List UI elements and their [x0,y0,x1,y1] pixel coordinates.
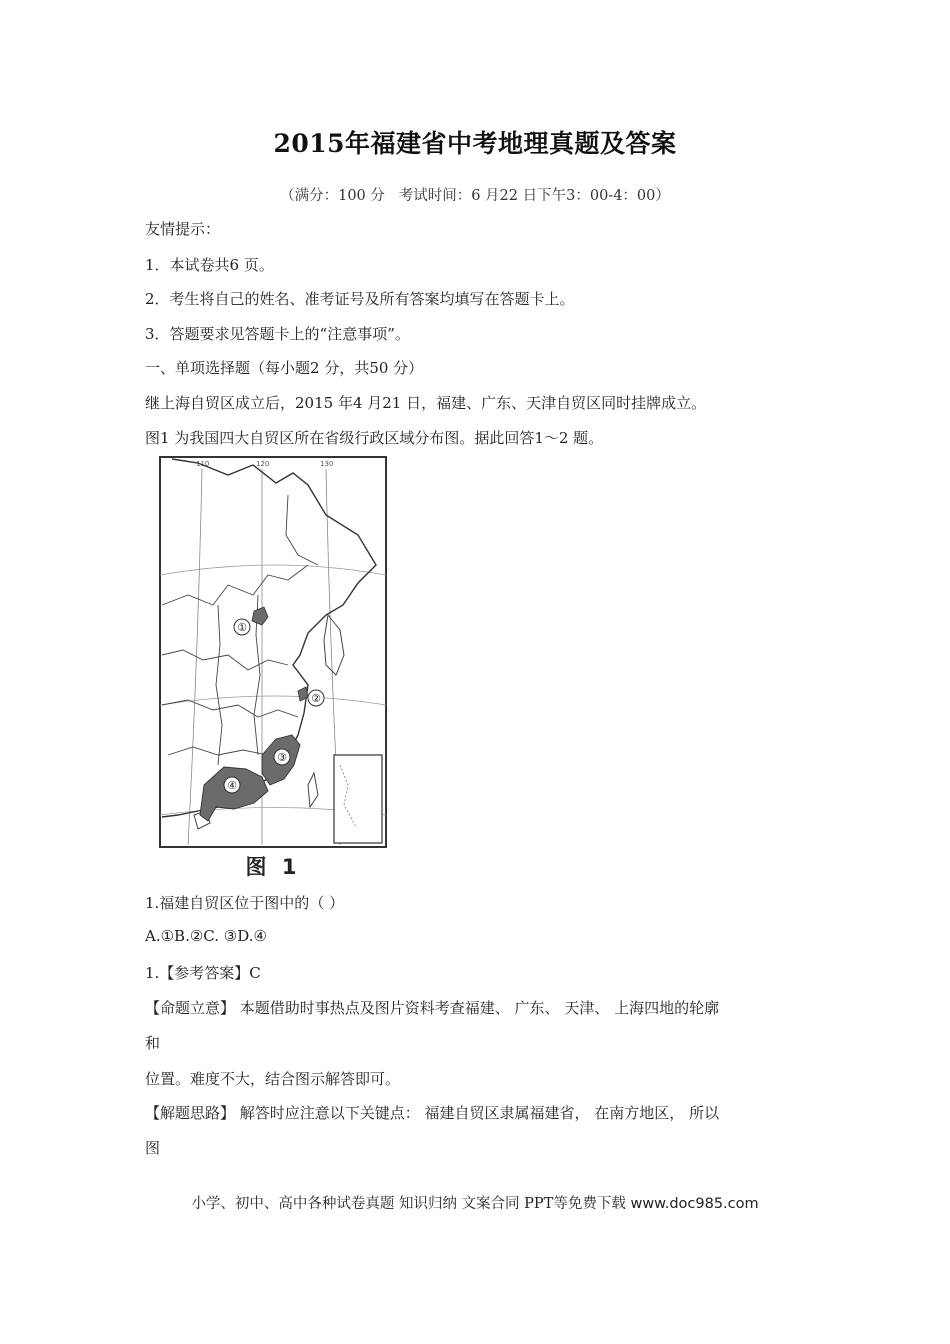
longitude-label: 120 [256,460,270,468]
figure-1-map [158,455,390,850]
marker-3: ③ [277,751,287,764]
longitude-label: 110 [196,460,210,468]
tip-2: 2．考生将自己的姓名、准考证号及所有答案均填写在答题卡上。 [145,290,575,308]
intro-paragraph-2: 图1 为我国四大自贸区所在省级行政区域分布图。据此回答1～2 题。 [145,429,604,447]
intro-paragraph-1: 继上海自贸区成立后，2015 年4 月21 日，福建、广东、天津自贸区同时挂牌成立。 [145,394,707,412]
intent-line-1: 【命题立意】 本题借助时事热点及图片资料考查福建、 广东、 天津、 上海四地的轮廓 [145,999,720,1017]
page-footer [0,1192,950,1213]
tips-heading: 友情提示： [145,220,221,238]
question-1-options: A.①B.②C. ③D.④ [145,927,267,945]
marker-1: ① [237,621,247,634]
question-1-answer: 1.【参考答案】C [145,964,261,982]
idea-line-1: 【解题思路】 解答时应注意以下关键点： 福建自贸区隶属福建省， 在南方地区， 所以 [145,1104,720,1122]
figure-caption: 图 1 [245,855,301,879]
marker-2: ② [311,692,321,705]
page-title: 2015年福建省中考地理真题及答案 [273,129,677,158]
footer-text: 小学、初中、高中各种试卷真题 知识归纳 文案合同 PPT等免费下载 [191,1196,626,1212]
question-1-stem: 1.福建自贸区位于图中的（ ） [145,894,345,912]
intent-line-2: 和 [145,1034,161,1052]
marker-4: ④ [227,779,237,792]
section-heading: 一、单项选择题（每小题2 分，共50 分） [145,359,424,377]
intent-line-3: 位置。难度不大，结合图示解答即可。 [145,1070,401,1088]
longitude-label: 130 [320,460,334,468]
tip-1: 1．本试卷共6 页。 [145,256,274,274]
footer-link[interactable]: www.doc985.com [630,1196,759,1212]
exam-info: （满分：100 分 考试时间：6 月22 日下午3：00-4：00） [280,188,670,204]
idea-line-2: 图 [145,1139,161,1157]
tip-3: 3．答题要求见答题卡上的“注意事项”。 [145,325,410,343]
